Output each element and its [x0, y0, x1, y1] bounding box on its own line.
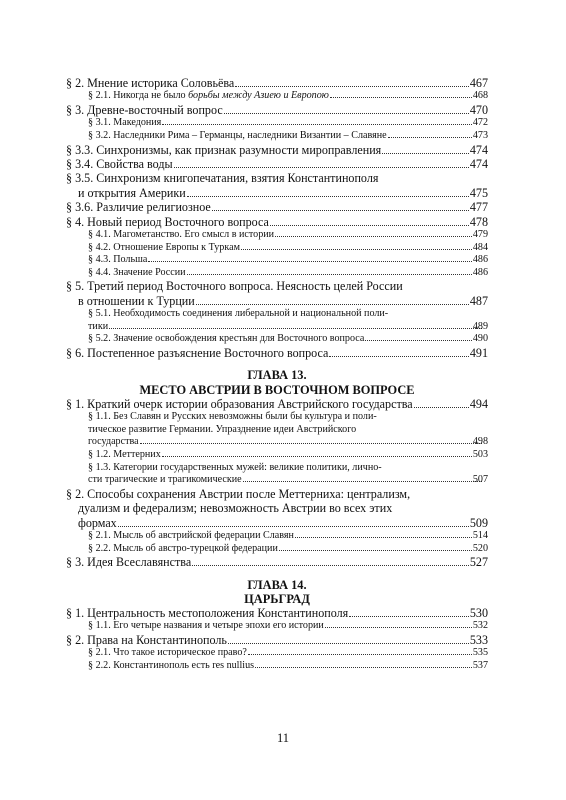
toc-entry[interactable]	[66, 633, 488, 647]
toc-entry[interactable]	[66, 620, 488, 633]
toc-entry-text: § 3.1. Македония	[88, 117, 162, 129]
toc-entry[interactable]	[66, 530, 488, 543]
toc-entry-text: § 2.1. Мысль об австрийской федерации Славян	[88, 530, 294, 541]
leader-dots	[329, 356, 468, 357]
toc-entry-text: формах	[78, 515, 117, 530]
toc-entry[interactable]	[66, 462, 488, 487]
toc-entry-text: § 2. Способы сохранения Австрии после Меттерниха: централизм,	[66, 486, 411, 501]
leader-dots	[243, 481, 482, 482]
leader-dots	[224, 113, 469, 114]
toc-entry-text: § 3. Древне-восточный вопрос	[66, 103, 223, 117]
toc-entry-text: § 5.2. Значение освобождения крестьян для Восточного вопроса	[88, 333, 365, 345]
toc-page-number: 474	[469, 142, 488, 157]
leader-dots	[174, 167, 469, 168]
toc-entry[interactable]	[66, 229, 488, 242]
toc-page-number: 475	[469, 185, 488, 200]
toc-entry[interactable]	[66, 143, 488, 157]
toc-entry-text: § 3.3. Синхронизмы, как признак разумности мироправления	[66, 142, 382, 157]
toc-page-number: 472	[472, 117, 488, 129]
toc-page-number: 473	[472, 130, 488, 141]
toc-entry-text: § 4.3. Польша	[88, 254, 148, 266]
toc-entry[interactable]	[66, 449, 488, 462]
toc-entry[interactable]	[66, 606, 488, 620]
leader-dots	[187, 196, 469, 197]
toc-page-number: 537	[472, 660, 488, 671]
toc-page-number: 533	[469, 633, 488, 647]
toc-page-number: 467	[469, 76, 488, 90]
chapter-spacer	[66, 360, 488, 368]
toc-entry[interactable]	[66, 543, 488, 556]
chapter-number: ГЛАВА 13.	[247, 368, 307, 383]
toc-entry-text: дуализм и федерализм; невозможность Австрии во всех этих	[78, 501, 393, 516]
toc-entry-text: § 4. Новый период Восточного вопроса	[66, 214, 269, 229]
toc-entry-text: § 2. Права на Константинополь	[66, 633, 227, 647]
leader-dots	[349, 616, 469, 617]
leader-dots	[140, 443, 482, 444]
toc-page-number: 490	[472, 333, 488, 345]
toc-entry[interactable]	[66, 333, 488, 346]
toc-entry[interactable]	[66, 103, 488, 117]
toc-entry-text: § 1. Центральность местоположения Константинополя	[66, 606, 349, 620]
table-of-contents	[66, 76, 488, 673]
toc-page-number: 503	[472, 449, 488, 460]
toc-entry-text: § 2.1. Никогда не было борьбы между Азиею и Европою	[88, 90, 329, 102]
chapter-title: МЕСТО АВСТРИИ В ВОСТОЧНОМ ВОПРОСЕ	[139, 382, 415, 397]
toc-entry-text: § 5.1. Необходимость соединения либеральной и национальной поли-	[88, 308, 389, 320]
toc-entry-text: § 1.1. Его четыре названия и четыре эпохи его истории	[88, 620, 324, 632]
toc-entry-text: § 2.2. Константинополь есть res nullius	[88, 660, 255, 671]
toc-entry[interactable]	[66, 660, 488, 673]
toc-entry[interactable]	[66, 279, 488, 308]
toc-entry-text: тики	[88, 320, 109, 332]
toc-entry[interactable]	[66, 157, 488, 171]
toc-page-number: 498	[472, 436, 488, 448]
leader-dots	[118, 526, 469, 527]
toc-entry[interactable]	[66, 346, 488, 360]
toc-page-number: 527	[469, 555, 488, 570]
toc-entry-text: § 1.3. Категории государственных мужей: великие политики, лично-	[88, 461, 382, 473]
toc-page-number: 479	[472, 229, 488, 241]
leader-dots	[295, 537, 472, 538]
toc-entry[interactable]	[66, 200, 488, 214]
leader-dots	[241, 249, 472, 250]
toc-page-number: 532	[472, 620, 488, 632]
toc-entry-text: § 3.6. Различие религиозное	[66, 200, 211, 215]
toc-entry-text: § 6. Постепенное разъяснение Восточного вопроса	[66, 346, 329, 360]
toc-page-number: 484	[472, 241, 488, 253]
toc-entry-text: § 5. Третий период Восточного вопроса. Неясность целей России	[66, 279, 403, 294]
leader-dots	[279, 550, 472, 551]
chapter-spacer	[66, 570, 488, 578]
toc-page-number: 486	[472, 266, 488, 278]
leader-dots	[388, 137, 472, 138]
leader-dots	[325, 627, 472, 628]
toc-page-number: 507	[472, 474, 488, 486]
toc-entry[interactable]	[66, 76, 488, 90]
toc-entry-text: § 2.2. Мысль об австро-турецкой федерации	[88, 542, 278, 554]
leader-dots	[148, 261, 472, 262]
toc-page-number: 489	[472, 320, 488, 332]
toc-page-number: 491	[469, 346, 488, 360]
leader-dots	[109, 328, 482, 329]
toc-entry[interactable]	[66, 397, 488, 411]
toc-entry-text: в отношении к Турции	[78, 293, 195, 308]
toc-entry-text: § 3.2. Наследники Рима – Германцы, наследники Византии – Славяне	[88, 130, 387, 141]
toc-entry-text: сти трагические и трагикомические	[88, 474, 242, 486]
toc-entry-text: § 1. Краткий очерк истории образования Австрийского государства	[66, 396, 413, 411]
toc-entry-text: § 2. Мнение историка Соловьёва	[66, 76, 235, 90]
toc-page-number: 474	[469, 157, 488, 171]
toc-entry-text: § 4.1. Магометанство. Его смысл в истории	[88, 229, 275, 241]
toc-entry-text: § 1.1. Без Славян и Русских невозможны были бы культура и поли-	[88, 411, 377, 423]
toc-entry[interactable]	[66, 254, 488, 267]
page-number: 11	[276, 731, 290, 745]
toc-entry[interactable]	[66, 487, 488, 530]
leader-dots	[255, 667, 472, 668]
leader-dots	[212, 210, 469, 211]
toc-entry[interactable]	[66, 411, 488, 449]
leader-dots	[248, 654, 472, 655]
toc-page-number: 520	[472, 542, 488, 554]
toc-page-number: 509	[469, 515, 488, 530]
leader-dots	[270, 225, 469, 226]
leader-dots	[365, 340, 471, 341]
leader-dots	[330, 97, 472, 98]
leader-dots	[162, 124, 472, 125]
chapter-title: ЦАРЬГРАД	[244, 591, 310, 606]
leader-dots	[162, 456, 472, 457]
leader-dots	[275, 236, 472, 237]
toc-page-number: 477	[469, 200, 488, 215]
toc-entry[interactable]	[66, 90, 488, 103]
toc-entry[interactable]	[66, 555, 488, 569]
toc-entry[interactable]	[66, 267, 488, 280]
toc-entry-text: § 3.5. Синхронизм книгопечатания, взятия Константинополя	[66, 171, 379, 186]
toc-entry-text: § 4.2. Отношение Европы к Туркам	[88, 241, 240, 253]
toc-entry-text: тическое развитие Германии. Упразднение идеи Австрийского	[88, 423, 357, 435]
leader-dots	[196, 304, 469, 305]
toc-page-number: 535	[472, 647, 488, 659]
toc-entry[interactable]	[66, 242, 488, 255]
leader-dots	[187, 274, 472, 275]
toc-entry[interactable]	[66, 647, 488, 660]
toc-entry-text: § 2.1. Что такое историческое право?	[88, 647, 247, 659]
leader-dots	[192, 565, 469, 566]
toc-entry[interactable]	[66, 130, 488, 143]
toc-entry[interactable]	[66, 308, 488, 333]
toc-entry-text: § 3.4. Свойства воды	[66, 157, 173, 171]
toc-page-number: 514	[472, 530, 488, 541]
toc-page-number: 494	[469, 396, 488, 411]
toc-page-number: 470	[469, 103, 488, 117]
toc-entry[interactable]	[66, 171, 488, 200]
chapter-number: ГЛАВА 14.	[247, 577, 307, 592]
toc-page-number: 478	[469, 214, 488, 229]
toc-entry[interactable]	[66, 215, 488, 229]
toc-entry-text: § 1.2. Меттерних	[88, 449, 161, 460]
toc-page-number: 487	[469, 293, 488, 308]
leader-dots	[414, 407, 469, 408]
toc-entry-text: § 3. Идея Всеславянства	[66, 555, 192, 570]
leader-dots	[228, 643, 469, 644]
leader-dots	[382, 153, 469, 154]
toc-entry-text: и открытия Америки	[78, 185, 186, 200]
toc-entry[interactable]	[66, 117, 488, 130]
toc-page-number: 468	[472, 90, 488, 102]
toc-entry-text: государства	[88, 436, 139, 448]
toc-page-number: 486	[472, 254, 488, 266]
toc-entry-text: § 4.4. Значение России	[88, 266, 186, 278]
toc-page-number: 530	[469, 606, 488, 620]
leader-dots	[235, 86, 469, 87]
